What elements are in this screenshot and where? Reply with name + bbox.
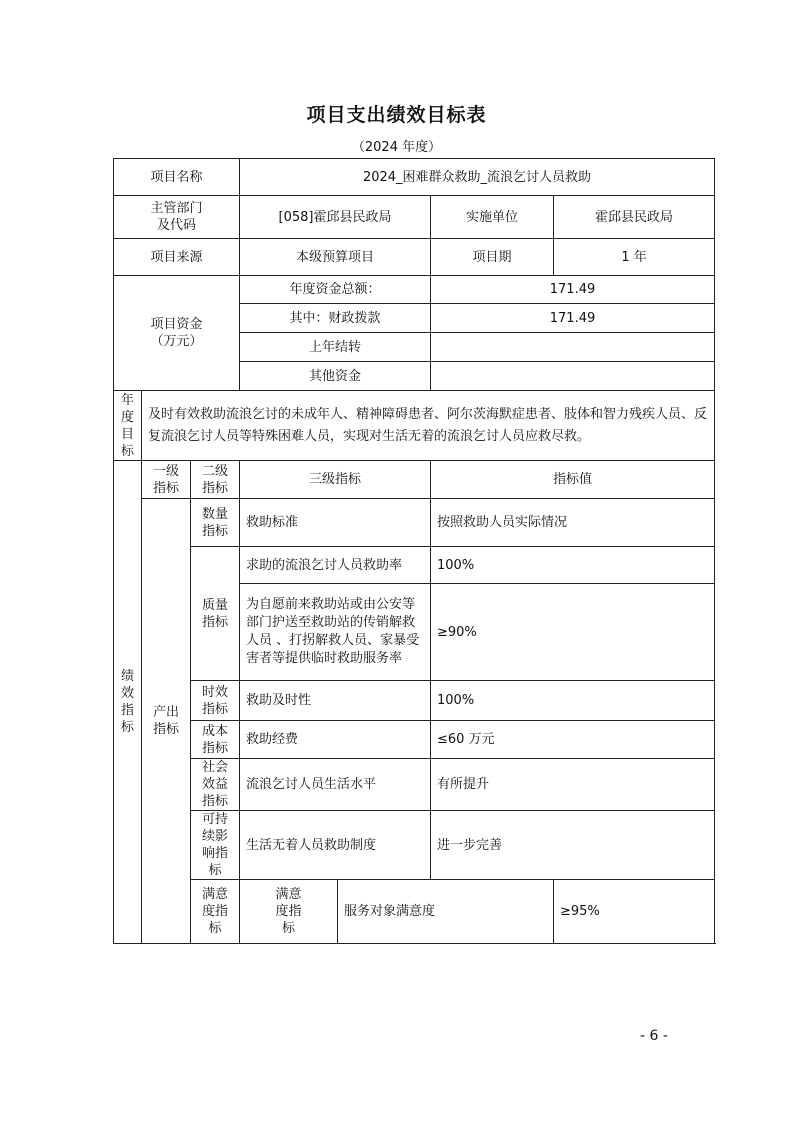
level3-cell: 服务对象满意度 [338, 880, 554, 944]
funds-row [114, 276, 715, 304]
indicator-row [114, 721, 715, 759]
indicator-value: ≥90% [431, 584, 715, 681]
indicator-row [114, 880, 715, 944]
level2-timeliness: 时效 指标 [191, 681, 240, 721]
annual-goal-label: 年 度 目 标 [114, 391, 142, 461]
funds-other-label: 其他资金 [240, 362, 431, 391]
project-period-value: 1 年 [554, 239, 715, 276]
project-source-label: 项目来源 [114, 239, 240, 276]
indicator-row [114, 681, 715, 721]
department-label: 主管部门 及代码 [114, 196, 240, 239]
level3-cell: 为自愿前来救助站或由公安等部门护送至救助站的传销解救人员 、打拐解救人员、家暴受害者等提供临时救助服务率 [240, 584, 431, 681]
header-level3: 三级指标 [240, 461, 431, 499]
level2-quantity: 数量 指标 [191, 499, 240, 547]
indicator-value: 100% [431, 547, 715, 584]
satisfaction-level1-label: 满意 度指 标 [191, 880, 240, 944]
project-name-value: 2024_困难群众救助_流浪乞讨人员救助 [240, 159, 715, 196]
annual-goal-row [114, 391, 715, 461]
annual-goal-text: 及时有效救助流浪乞讨的未成年人、精神障碍患者、阿尔茨海默症患者、肢体和智力残疾人员、反复流浪乞讨人员等特殊困难人员，实现对生活无着的流浪乞讨人员应救尽救。 [142, 391, 715, 461]
indicator-row [114, 499, 715, 547]
indicators-section-label: 绩 效 指 标 [114, 461, 142, 944]
level3-cell: 求助的流浪乞讨人员救助率 [240, 547, 431, 584]
header-level1: 一级 指标 [142, 461, 191, 499]
header-level2: 二级 指标 [191, 461, 240, 499]
level3-cell: 流浪乞讨人员生活水平 [240, 759, 431, 811]
project-name-row [114, 159, 715, 196]
implementing-unit-value: 霍邱县民政局 [554, 196, 715, 239]
project-funds-label: 项目资金 （万元） [114, 276, 240, 391]
department-row [114, 196, 715, 239]
indicator-row [114, 759, 715, 811]
page-title: 项目支出绩效目标表 [306, 104, 487, 126]
level2-social-benefit: 社会 效益 指标 [191, 759, 240, 811]
funds-carryover-value [431, 333, 715, 362]
funds-fiscal-value: 171.49 [431, 304, 715, 333]
output-indicator-label: 产出 指标 [142, 499, 191, 944]
level2-quality: 质量 指标 [191, 547, 240, 681]
funds-carryover-label: 上年结转 [240, 333, 431, 362]
indicator-row [114, 811, 715, 880]
funds-total-value: 171.49 [431, 276, 715, 304]
level3-cell: 救助经费 [240, 721, 431, 759]
indicator-value: 按照救助人员实际情况 [431, 499, 715, 547]
level2-cost: 成本 指标 [191, 721, 240, 759]
funds-other-value [431, 362, 715, 391]
level2-sustainability: 可持 续影 响指 标 [191, 811, 240, 880]
funds-total-label: 年度资金总额： [240, 276, 431, 304]
funds-fiscal-label: 其中：财政拨款 [240, 304, 431, 333]
indicator-header-row [114, 461, 715, 499]
page-number: - 6 - [640, 1028, 668, 1044]
indicator-value: ≤60 万元 [431, 721, 715, 759]
implementing-unit-label: 实施单位 [431, 196, 554, 239]
indicator-value: ≥95% [554, 880, 715, 944]
year-subtitle: （2024 年度） [351, 140, 442, 155]
level3-cell: 救助标准 [240, 499, 431, 547]
indicator-row [114, 547, 715, 584]
source-row [114, 239, 715, 276]
performance-target-table [113, 158, 715, 944]
indicator-value: 有所提升 [431, 759, 715, 811]
indicator-value: 100% [431, 681, 715, 721]
project-source-value: 本级预算项目 [240, 239, 431, 276]
project-period-label: 项目期 [431, 239, 554, 276]
level2-satisfaction: 满意 度指 标 [240, 880, 338, 944]
project-name-label: 项目名称 [114, 159, 240, 196]
indicator-value: 进一步完善 [431, 811, 715, 880]
header-value: 指标值 [431, 461, 715, 499]
level3-cell: 救助及时性 [240, 681, 431, 721]
level3-cell: 生活无着人员救助制度 [240, 811, 431, 880]
department-value: [058]霍邱县民政局 [240, 196, 431, 239]
